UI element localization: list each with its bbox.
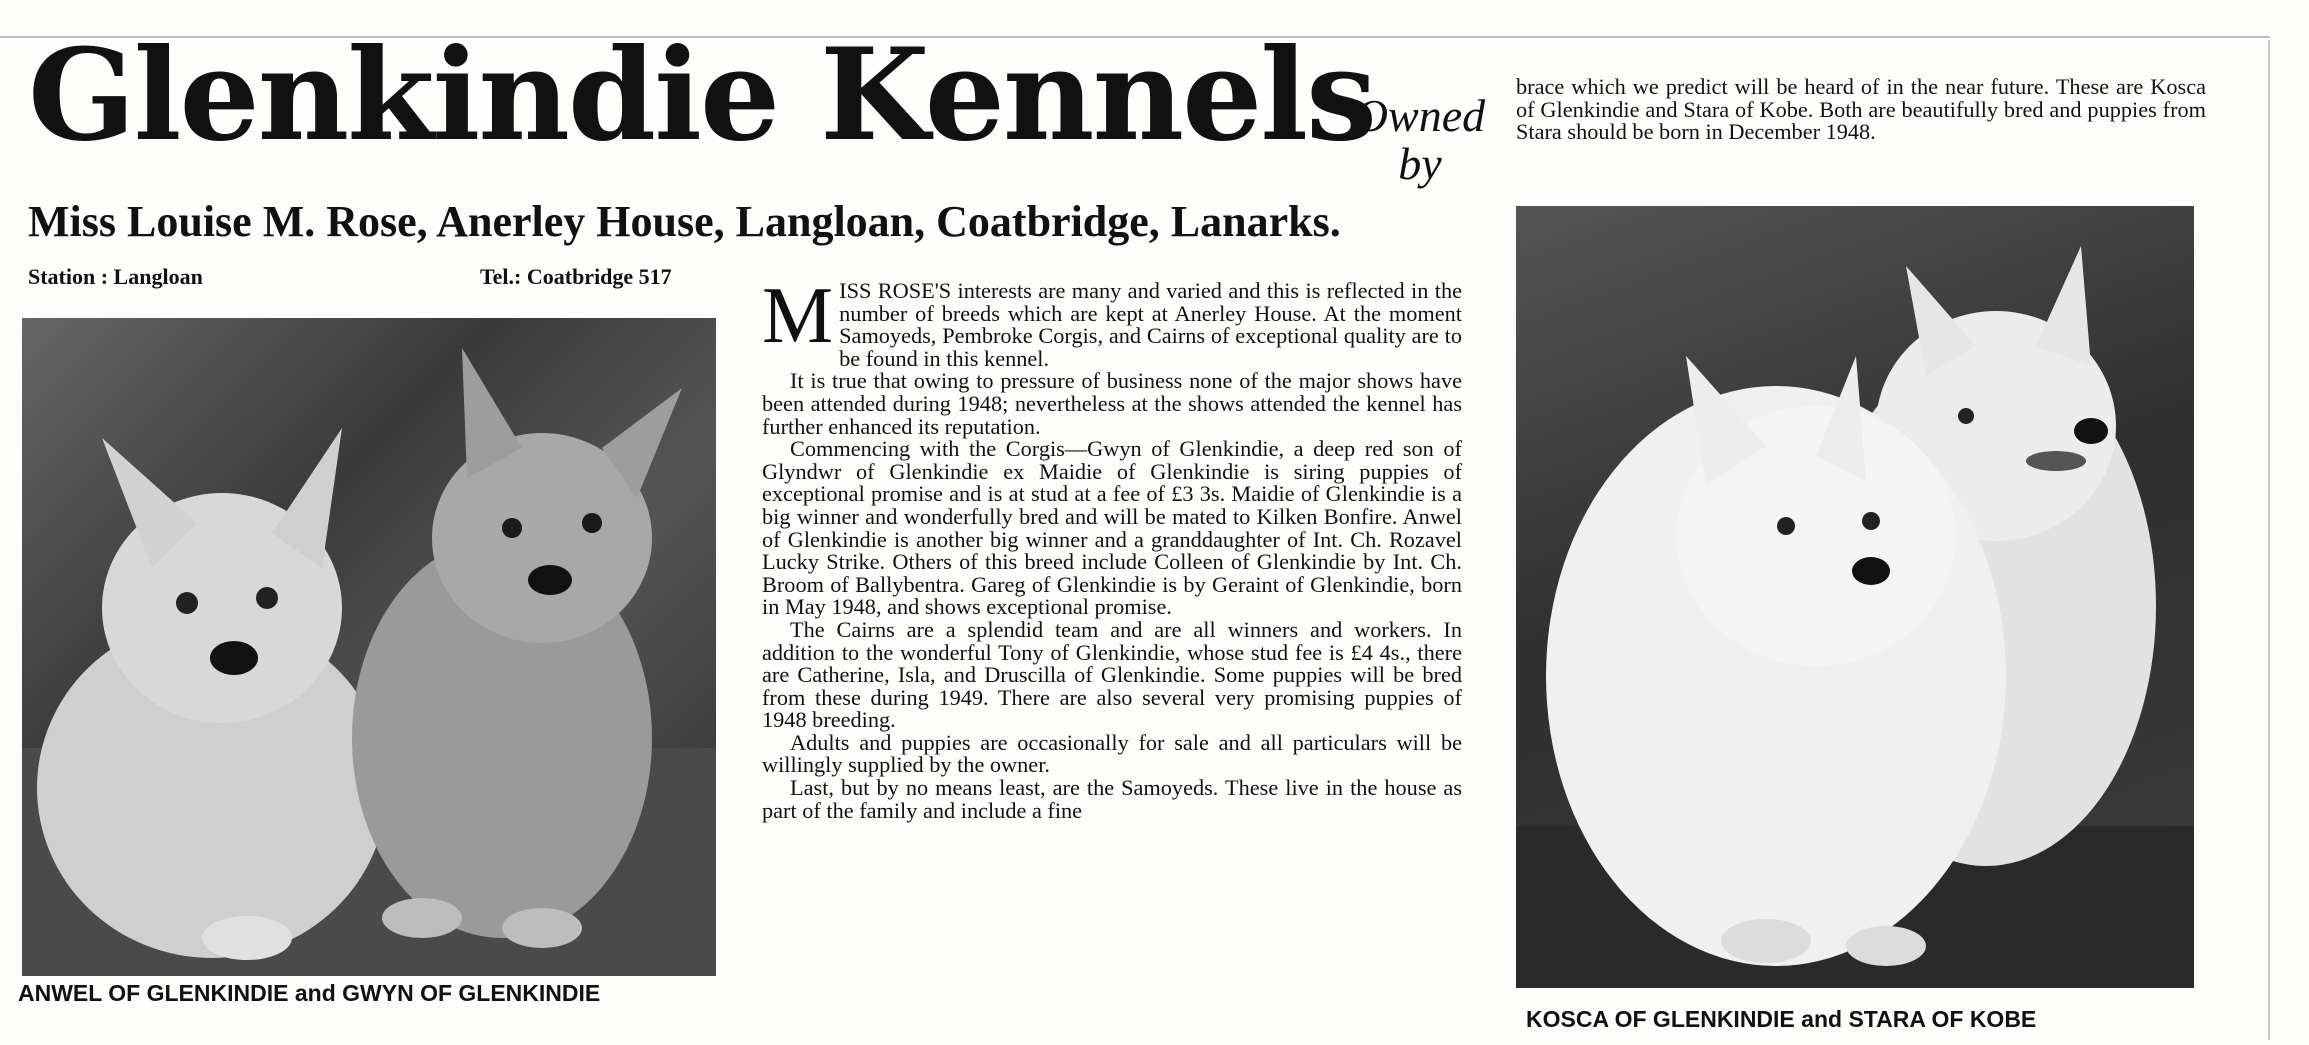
corgis-illustration — [22, 318, 716, 976]
corgis-photo — [22, 318, 716, 976]
article-paragraph: Commencing with the Corgis—Gwyn of Glenkindie, a deep red son of Glyndwr of Glenkindie ex Maidie of Glenkindie is siring puppies of exceptional promise and is at stud at a fee of £3 3s. Maidie of Glenkindie is a big winner and wonderfully bred and will be mated to Kilken Bonfire. Anwel of Glenkindie is another big winner and a granddaughter of Int. Ch. Rozavel Lucky Strike. Others of this breed include Colleen of Glenkindie by Int. Ch. Broom of Ballybentra. Gareg of Glenkindie is by Geraint of Glenkindie, born in May 1948, and shows exceptional promise. — [762, 436, 1462, 620]
by-word: by — [1398, 138, 1442, 190]
page-title: Glenkindie Kennels — [28, 21, 1376, 169]
owner-line: Miss Louise M. Rose, Anerley House, Langloan, Coatbridge, Lanarks. — [28, 197, 1341, 246]
article-paragraph: The Cairns are a splendid team and are all winners and workers. In addition to the wonderful Tony of Glenkindie, whose stud fee is £4 4s., there are Catherine, Isla, and Druscilla of Glenkindie. Some puppies will be bred from these during 1949. There are also several very promising puppies of 1948 breeding. — [762, 616, 1462, 733]
telephone-info: Tel.: Coatbridge 517 — [480, 264, 672, 289]
continuation-paragraph: brace which we predict will be heard of in the near future. These are Kosca of Glenkindie and Stara of Kobe. Both are beautifully bred and puppies from Stara should be born in December 1948. — [1516, 74, 2206, 145]
samoyeds-photo — [1516, 206, 2194, 988]
article-paragraph: MISS ROSE'S interests are many and varied and this is reflected in the number of breeds which are kept at Anerley House. At the moment Samoyeds, Pembroke Corgis, and Cairns of exceptional quality are to be found in this kennel. — [762, 272, 1462, 371]
article-paragraph: Last, but by no means least, are the Samoyeds. These live in the house as part of the family and include a fine — [762, 775, 1462, 823]
right-rule — [2268, 40, 2270, 1040]
article-paragraph: Adults and puppies are occasionally for sale and all particulars will be willingly supplied by the owner. — [762, 729, 1462, 778]
owned-word: Owned — [1354, 90, 1486, 141]
article-paragraph: It is true that owing to pressure of business none of the major shows have been attended during 1948; nevertheless at the shows attended the kennel has further enhanced its reputation. — [762, 368, 1462, 439]
samoyeds-caption: KOSCA OF GLENKINDIE and STARA OF KOBE — [1526, 1006, 2037, 1032]
drop-cap: M — [762, 272, 834, 360]
corgis-caption: ANWEL OF GLENKINDIE and GWYN OF GLENKINDIE — [18, 980, 601, 1006]
station-info: Station : Langloan — [28, 264, 203, 289]
article-continuation — [1516, 76, 2206, 144]
samoyeds-illustration — [1516, 206, 2194, 988]
article-body — [762, 272, 1462, 823]
owned-by — [1340, 92, 1500, 189]
